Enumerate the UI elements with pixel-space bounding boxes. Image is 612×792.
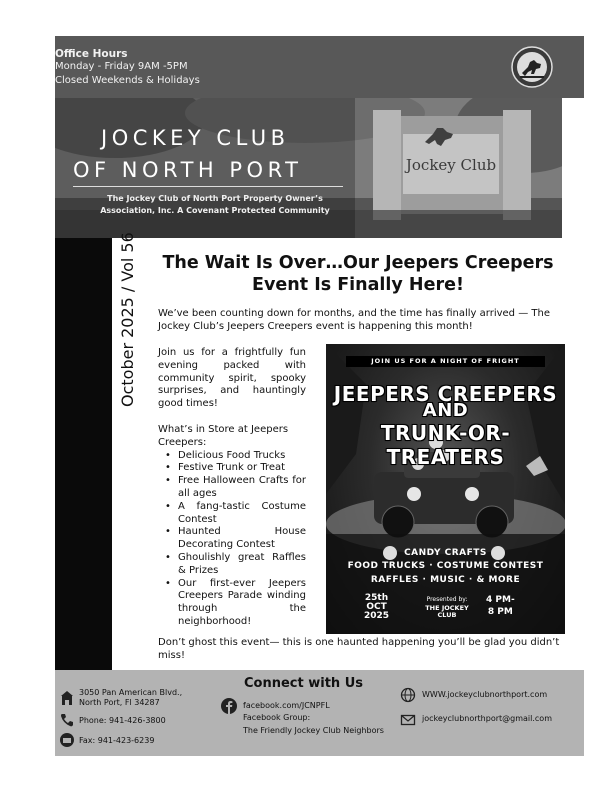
fax-number: Fax: 941-423-6239 [79,736,155,745]
contact-footer [55,670,584,756]
list-item: • Ghoulishly great Raffles & Prizes [158,552,306,578]
facebook-group-name[interactable]: The Friendly Jockey Club Neighbors [243,726,384,735]
facebook-icon[interactable] [221,698,237,714]
flyer-date-year: 2025 [364,611,390,621]
hero-title-line1: JOCKEY CLUB [101,126,290,150]
newsletter-name: THE DERBY DISPATCH [14,188,53,664]
office-hours-closed: Closed Weekends & Holidays [55,75,200,86]
hero-subtitle-line1: The Jockey Club of North Port Property Owner’s [107,194,323,203]
svg-text:Jockey Club: Jockey Club [405,156,497,174]
flyer-banner: JOIN US FOR A NIGHT OF FRIGHT [346,356,545,367]
email-icon [400,712,416,728]
hero-divider [73,186,343,187]
office-hours-title: Office Hours [55,48,128,60]
flyer-title-line3: TRUNK-OR-TREATERS [380,421,511,469]
flyer-presenter [420,596,474,619]
email-link[interactable]: jockeyclubnorthport@gmail.com [422,714,552,723]
list-item: • Our first-ever Jeepers Creepers Parade winding through the neighborhood! [158,578,306,629]
globe-icon [400,687,416,703]
phone-number[interactable]: Phone: 941-426-3800 [79,716,166,725]
event-flyer [326,344,565,634]
flyer-features-line3: RAFFLES · MUSIC · & MORE [370,575,521,585]
hero-banner [55,98,562,238]
article-headline [158,252,558,296]
hero-title-line2: OF NORTH PORT [73,158,303,182]
address [79,688,182,708]
flyer-time-end: 8 PM [487,607,513,617]
list-item: • Free Halloween Crafts for all ages [158,475,306,501]
footer-title: Connect with Us [244,676,363,691]
office-hours-weekdays: Monday - Friday 9AM -5PM [55,61,188,72]
article-closing: Don’t ghost this event— this is one haunted happening you’ll be glad you didn’t miss! [158,637,560,661]
jockey-club-logo [510,45,554,89]
flyer-date-month: OCT [366,602,387,612]
list-heading: What’s in Store at Jeepers Creepers: [158,423,289,448]
article-intro: We’ve been counting down for months, and the time has finally arrived — The Jockey Club’s Jeepers Creepers event is happening this month! [158,308,550,332]
list-item: • Delicious Food Trucks [158,450,306,463]
list-item: • A fang-tastic Costume Contest [158,501,306,527]
phone-icon [59,712,75,728]
headline-line2: Event Is Finally Here! [252,275,464,295]
facebook-group-label: Facebook Group: [243,713,311,722]
website-link[interactable]: WWW.jockeyclubnorthport.com [422,690,548,699]
flyer-presented-by: Presented by: [426,596,468,603]
hero-subtitle [73,193,357,217]
address-line1: 3050 Pan American Blvd., [79,688,183,697]
masthead-black-strip [55,238,112,670]
headline-line1: The Wait Is Over…Our Jeepers Creepers [162,253,554,273]
building-icon [59,690,75,706]
flyer-title-line2: AND [422,400,469,421]
flyer-date [364,594,389,621]
event-list [158,450,306,629]
hero-subtitle-line2: Association, Inc. A Covenant Protected Community [100,206,330,215]
list-item: • Festive Trunk or Treat [158,462,306,475]
flyer-title-line1: JEEPERS CREEPERS [333,382,558,406]
flyer-features-line2: FOOD TRUCKS · COSTUME CONTEST [347,561,544,571]
fax-icon [59,732,75,748]
article-left-column [158,347,306,629]
flyer-presenter-name: THE JOCKEY CLUB [425,604,469,619]
address-line2: North Port, Fl 34287 [79,698,160,707]
list-item: • Haunted House Decorating Contest [158,526,306,552]
flyer-time [486,594,515,618]
facebook-link[interactable]: facebook.com/JCNPFL [243,701,330,710]
flyer-time-start: 4 PM- [486,595,515,605]
flyer-date-day: 25th [364,593,389,603]
article-paragraph: Join us for a frightfully fun evening packed with community spirit, spooky surprises, and hauntingly good times! [158,347,306,410]
flyer-features-line1: CANDY CRAFTS [404,548,487,558]
office-hours-bar [55,36,584,98]
issue-label: October 2025 / Vol 56 [118,232,137,407]
